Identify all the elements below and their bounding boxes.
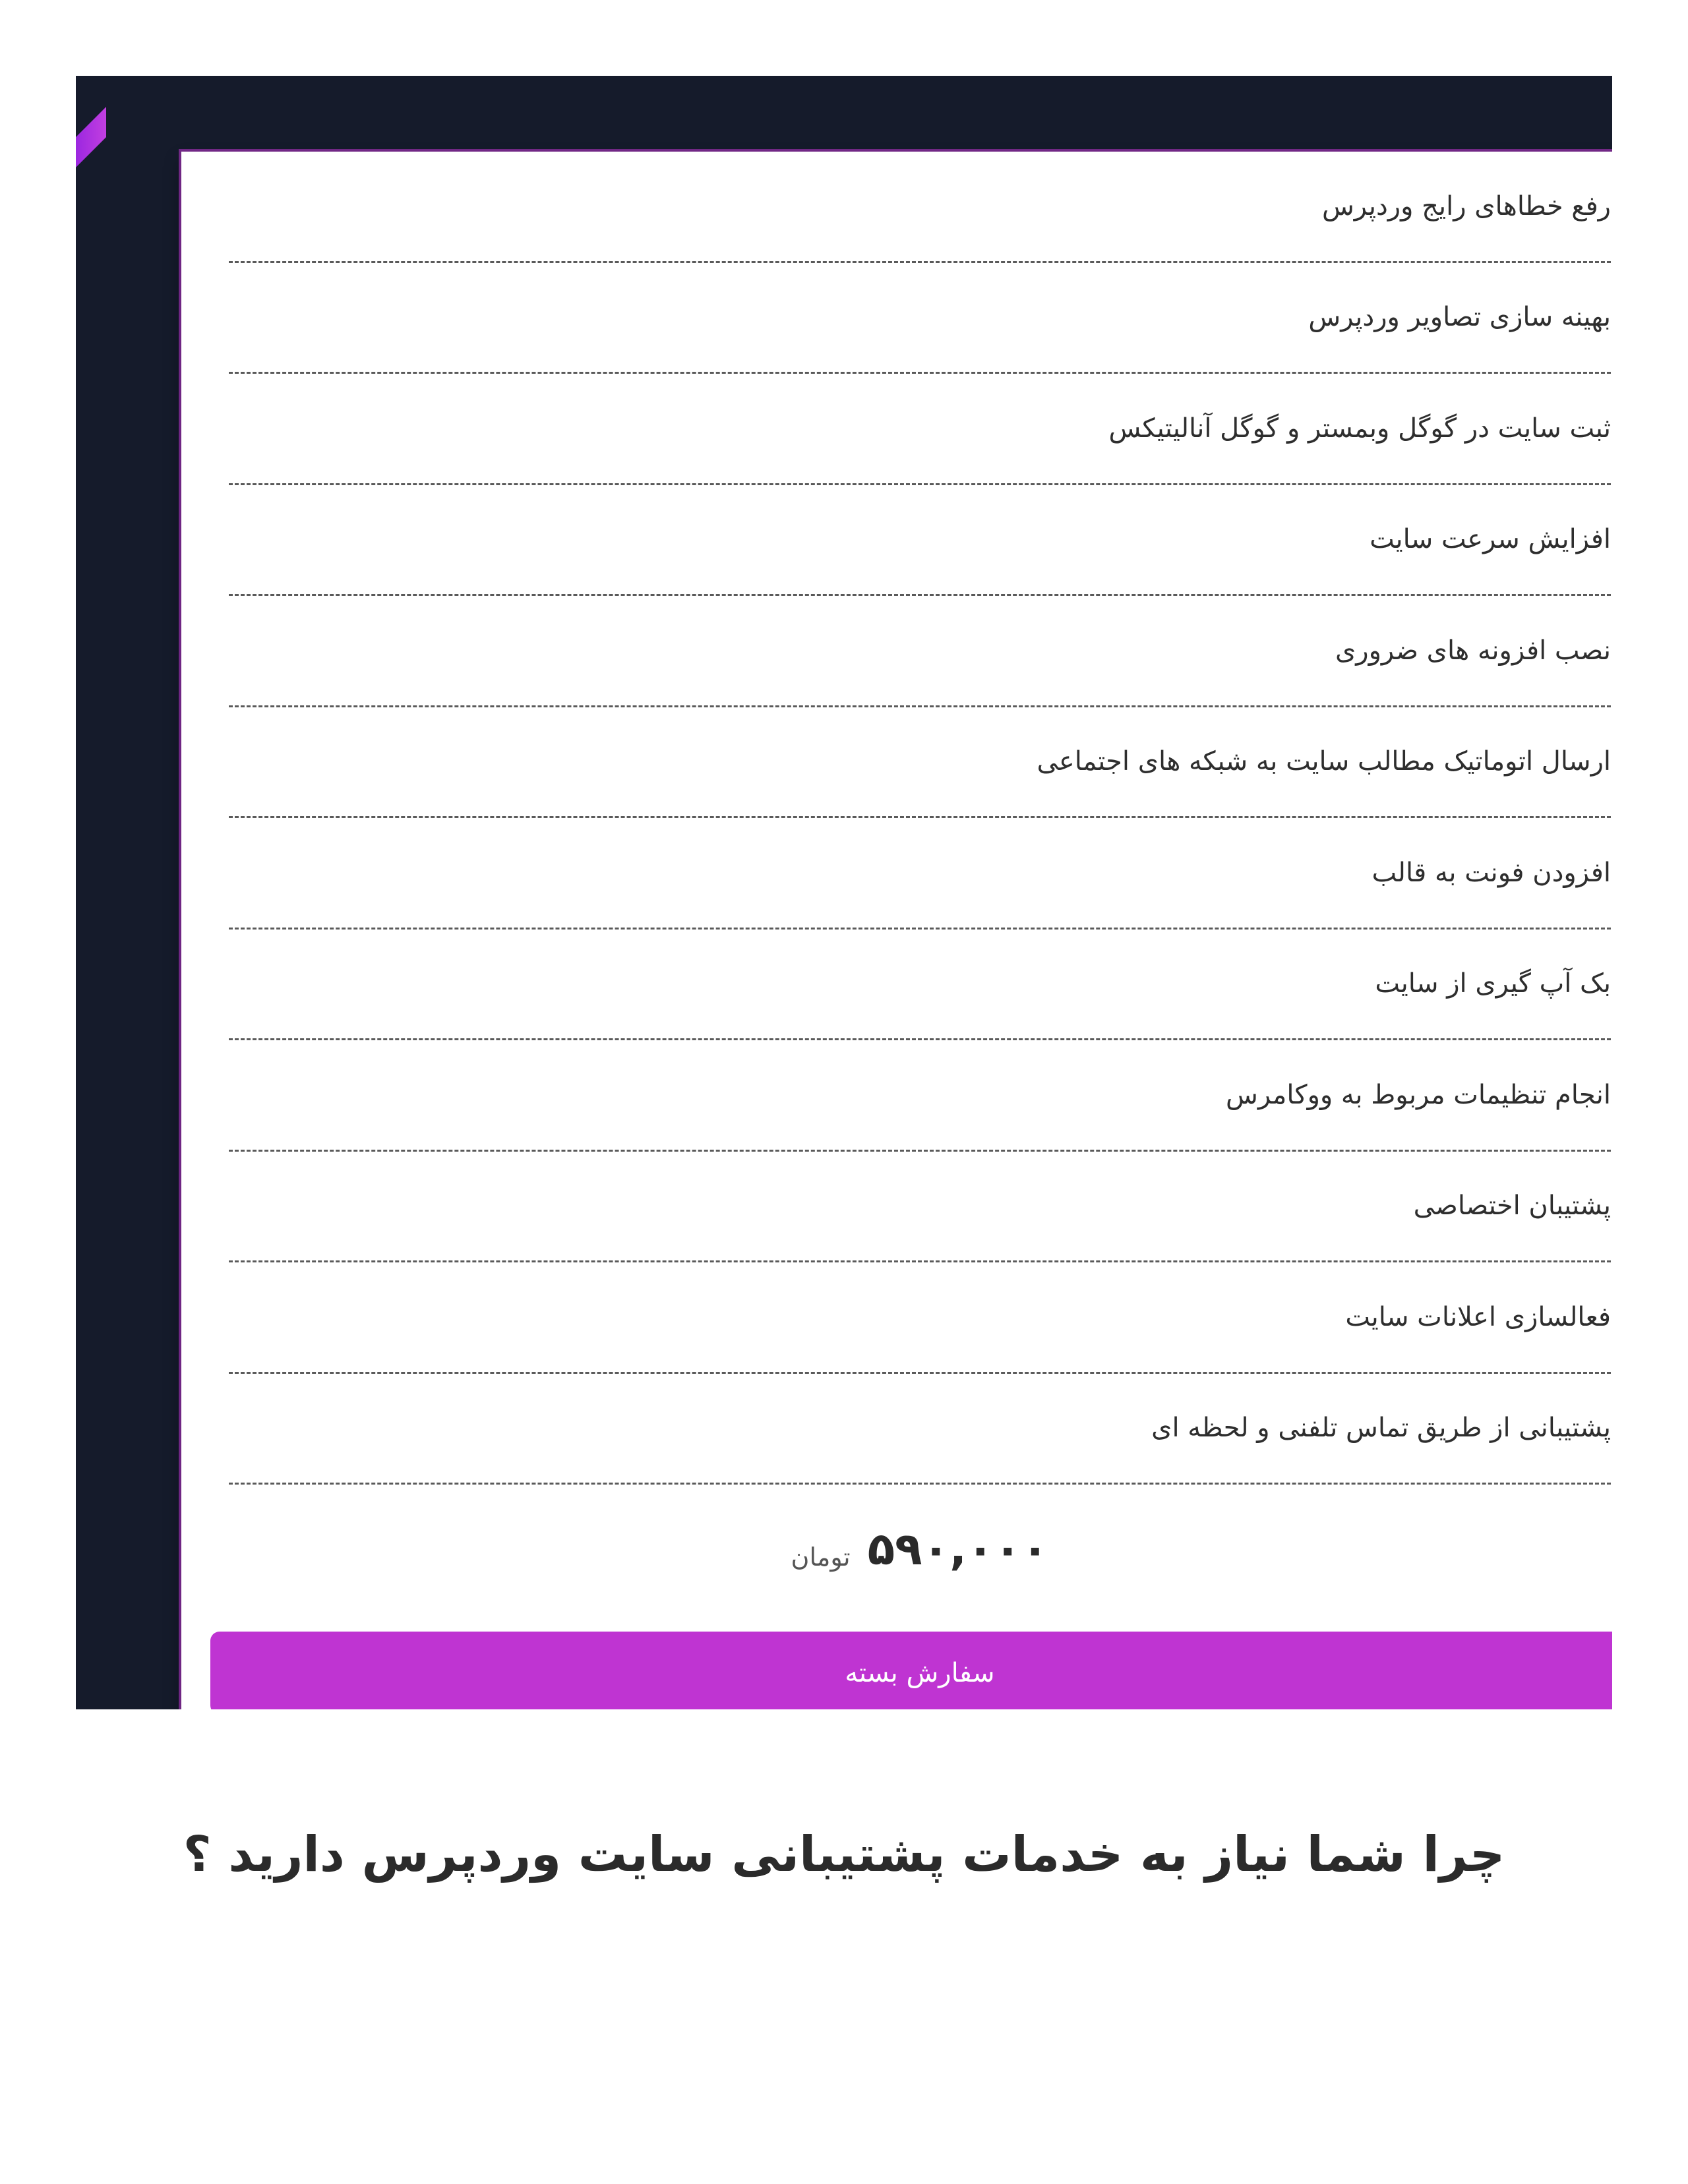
feature-item: [229, 1262, 1611, 1374]
feature-item: [229, 374, 1611, 485]
feature-text: بهینه سازی تصاویر وردپرس: [1308, 302, 1611, 333]
price-currency: تومان: [791, 1543, 851, 1572]
feature-item: [229, 707, 1611, 819]
feature-text: بک آپ گیری از سایت: [1375, 968, 1611, 999]
order-package-button[interactable]: سفارش بسته: [210, 1632, 1612, 1709]
feature-text: افزایش سرعت سایت: [1370, 524, 1611, 555]
pricing-card: [181, 152, 1612, 1709]
feature-text: فعالسازی اعلانات سایت: [1345, 1301, 1611, 1332]
feature-text: پشتیبانی از طریق تماس تلفنی و لحظه ای: [1151, 1413, 1611, 1444]
feature-item: [229, 1374, 1611, 1485]
feature-text: ارسال اتوماتیک مطالب سایت به شبکه های اجتماعی: [1037, 746, 1611, 777]
feature-item: [229, 1152, 1611, 1263]
feature-item: [229, 596, 1611, 707]
feature-item: [229, 485, 1611, 597]
feature-item: [229, 818, 1611, 930]
feature-text: پشتیبان اختصاصی: [1413, 1191, 1611, 1222]
decorative-stripe: [76, 107, 106, 167]
feature-item: [229, 1040, 1611, 1152]
feature-list: [229, 152, 1611, 1485]
section-heading: چرا شما نیاز به خدمات پشتیبانی سایت وردپرس دارید ؟: [183, 1826, 1505, 1883]
price-amount: ۵۹۰,۰۰۰: [867, 1523, 1049, 1576]
feature-item: [229, 930, 1611, 1041]
pricing-banner-background: [76, 76, 1612, 1709]
feature-text: انجام تنظیمات مربوط به ووکامرس: [1226, 1079, 1611, 1110]
feature-text: افزودن فونت به قالب: [1372, 857, 1611, 888]
feature-text: رفع خطاهای رایج وردپرس: [1321, 191, 1611, 221]
feature-text: نصب افزونه های ضروری: [1335, 635, 1611, 666]
feature-item: [229, 263, 1611, 374]
feature-text: ثبت سایت در گوگل وبمستر و گوگل آنالیتیکس: [1108, 413, 1611, 444]
feature-item: [229, 152, 1611, 263]
package-price: [181, 1513, 1612, 1585]
